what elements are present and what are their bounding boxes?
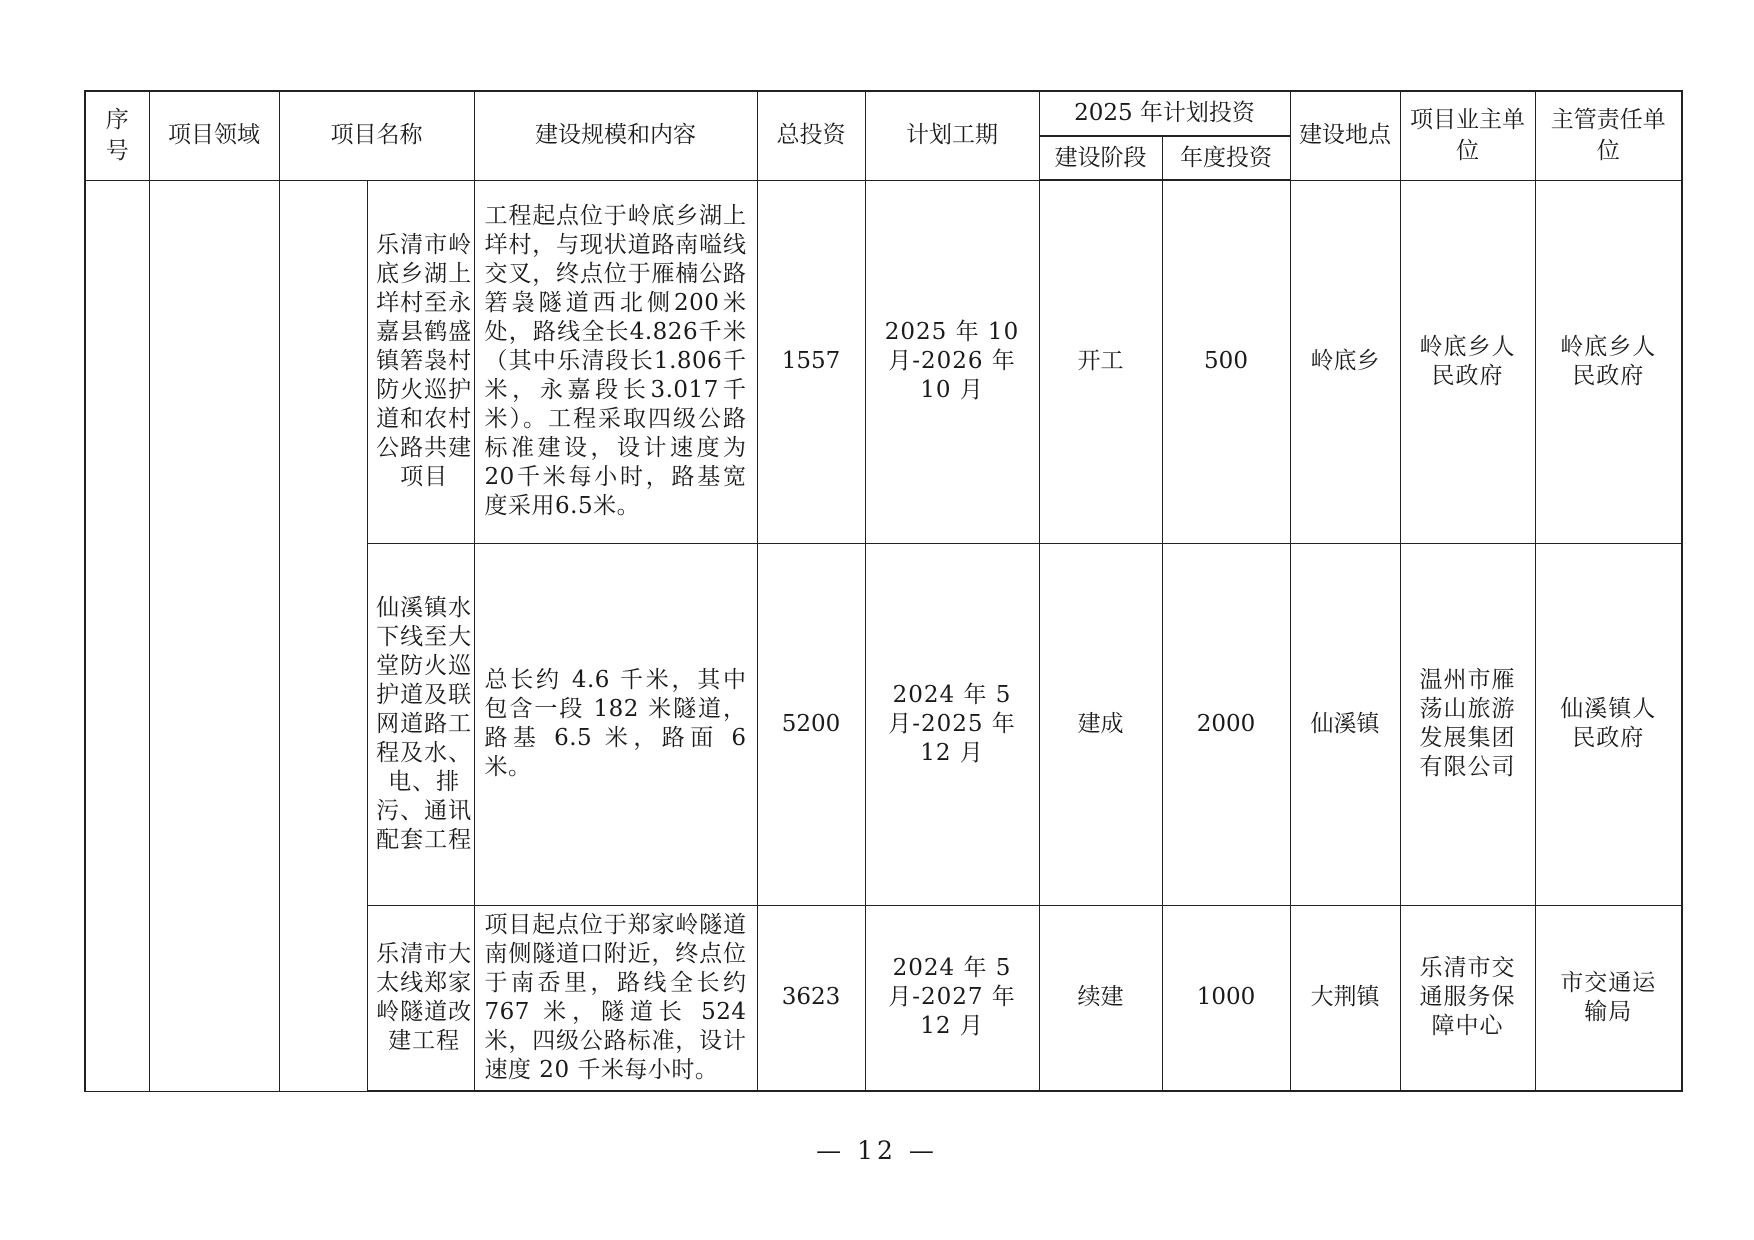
build-stage: 建成 [1039, 543, 1162, 905]
header-period: 计划工期 [865, 91, 1039, 180]
header-plan-group: 2025 年计划投资 [1039, 91, 1290, 136]
total-investment: 5200 [757, 543, 865, 905]
owner-unit: 岭底乡人民政府 [1400, 180, 1535, 543]
annual-investment: 2000 [1162, 543, 1290, 905]
category-cell [279, 180, 367, 1091]
plan-period: 2024 年 5 月-2027 年 12 月 [865, 905, 1039, 1091]
total-investment: 3623 [757, 905, 865, 1091]
build-location: 岭底乡 [1290, 180, 1400, 543]
project-name: 仙溪镇水下线至大堂防火巡护道及联网道路工程及水、电、排污、通讯配套工程 [367, 543, 474, 905]
header-annual: 年度投资 [1162, 136, 1290, 180]
owner-unit: 乐清市交通服务保障中心 [1400, 905, 1535, 1091]
header-total: 总投资 [757, 91, 865, 180]
project-content: 项目起点位于郑家岭隧道南侧隧道口附近，终点位于南岙里，路线全长约 767 米，隧道长 524 米，四级公路标准，设计速度 20 千米每小时。 [474, 905, 757, 1091]
header-stage: 建设阶段 [1039, 136, 1162, 180]
build-location: 大荆镇 [1290, 905, 1400, 1091]
header-supervisor: 主管责任单位 [1535, 91, 1682, 180]
header-field: 项目领域 [149, 91, 279, 180]
project-content: 总长约 4.6 千米，其中包含一段 182 米隧道，路基 6.5 米，路面 6 米。 [474, 543, 757, 905]
page-number: — 12 — [816, 1136, 938, 1165]
field-cell [149, 180, 279, 1091]
table-row [85, 180, 1682, 543]
project-content: 工程起点位于岭底乡湖上垟村，与现状道路南嗌线交叉，终点位于雁楠公路箬袅隧道西北侧200米处，路线全长4.826千米（其中乐清段长1.806千米，永嘉段长3.017千米）。工程采取四级公路标准建设，设计速度为20千米每小时，路基宽度采用6.5米。 [474, 180, 757, 543]
total-investment: 1557 [757, 180, 865, 543]
plan-period: 2024 年 5 月-2025 年 12 月 [865, 543, 1039, 905]
project-name: 乐清市岭底乡湖上垟村至永嘉县鹤盛镇箬袅村防火巡护道和农村公路共建项目 [367, 180, 474, 543]
header-name: 项目名称 [279, 91, 474, 180]
supervisor-unit: 仙溪镇人民政府 [1535, 543, 1682, 905]
header-seq: 序号 [85, 91, 149, 180]
project-table [84, 90, 1683, 1092]
supervisor-unit: 岭底乡人民政府 [1535, 180, 1682, 543]
build-stage: 开工 [1039, 180, 1162, 543]
project-name: 乐清市大太线郑家岭隧道改建工程 [367, 905, 474, 1091]
annual-investment: 500 [1162, 180, 1290, 543]
annual-investment: 1000 [1162, 905, 1290, 1091]
header-content: 建设规模和内容 [474, 91, 757, 180]
owner-unit: 温州市雁荡山旅游发展集团有限公司 [1400, 543, 1535, 905]
build-location: 仙溪镇 [1290, 543, 1400, 905]
plan-period: 2025 年 10 月-2026 年 10 月 [865, 180, 1039, 543]
header-owner: 项目业主单位 [1400, 91, 1535, 180]
supervisor-unit: 市交通运输局 [1535, 905, 1682, 1091]
header-location: 建设地点 [1290, 91, 1400, 180]
seq-cell [85, 180, 149, 1091]
build-stage: 续建 [1039, 905, 1162, 1091]
